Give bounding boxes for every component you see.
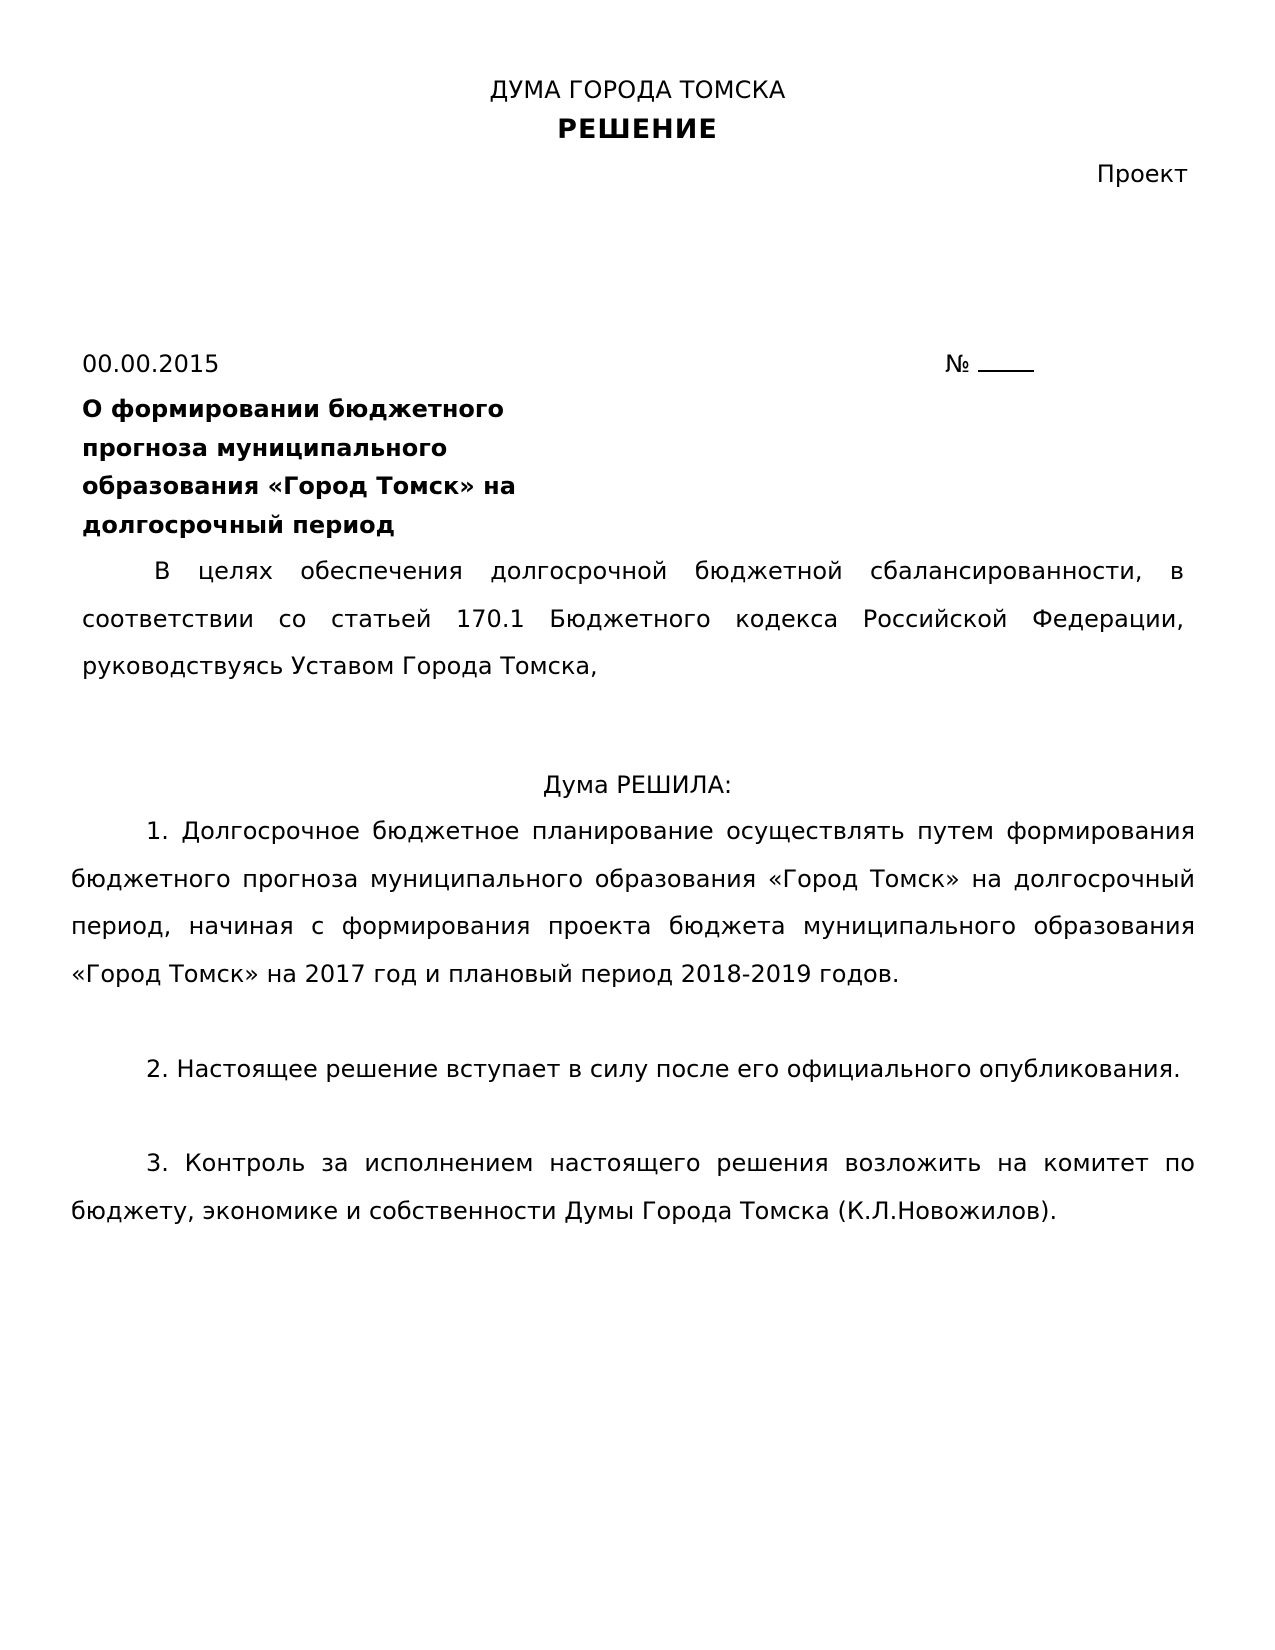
draft-mark: Проект: [1096, 160, 1188, 188]
decision-number: [945, 350, 1034, 378]
decision-point-2: 2. Настоящее решение вступает в силу после его официального опубликования.: [146, 1055, 1181, 1083]
decision-point-1: 1. Долгосрочное бюджетное планирование осуществлять путем формирования бюджетного прогноза муниципального образования «Город Томск» на долгосрочный период, начиная с формирования проекта бюджета муниципального образования «Город Томск» на 2017 год и плановый период 2018-2019 годов.: [71, 817, 1195, 988]
decision-point-3: 3. Контроль за исполнением настоящего решения возложить на комитет по бюджету, экономике и собственности Думы Города Томска (К.Л.Новожилов).: [71, 1149, 1195, 1225]
decision-subject: О формировании бюджетного прогноза муниципального образования «Город Томск» на долгосрочный период: [82, 395, 516, 539]
preamble-paragraph: В целях обеспечения долгосрочной бюджетной сбалансированности, в соответствии со статьей 170.1 Бюджетного кодекса Российской Федерации, руководствуясь Уставом Города Томска,: [82, 557, 1184, 680]
number-blank-line: [978, 350, 1034, 372]
number-label: №: [945, 350, 970, 378]
organization-title: ДУМА ГОРОДА ТОМСКА: [489, 76, 786, 104]
document-type-heading: РЕШЕНИЕ: [557, 114, 718, 145]
resolved-heading: Дума РЕШИЛА:: [542, 771, 733, 799]
decision-date: 00.00.2015: [82, 350, 220, 378]
